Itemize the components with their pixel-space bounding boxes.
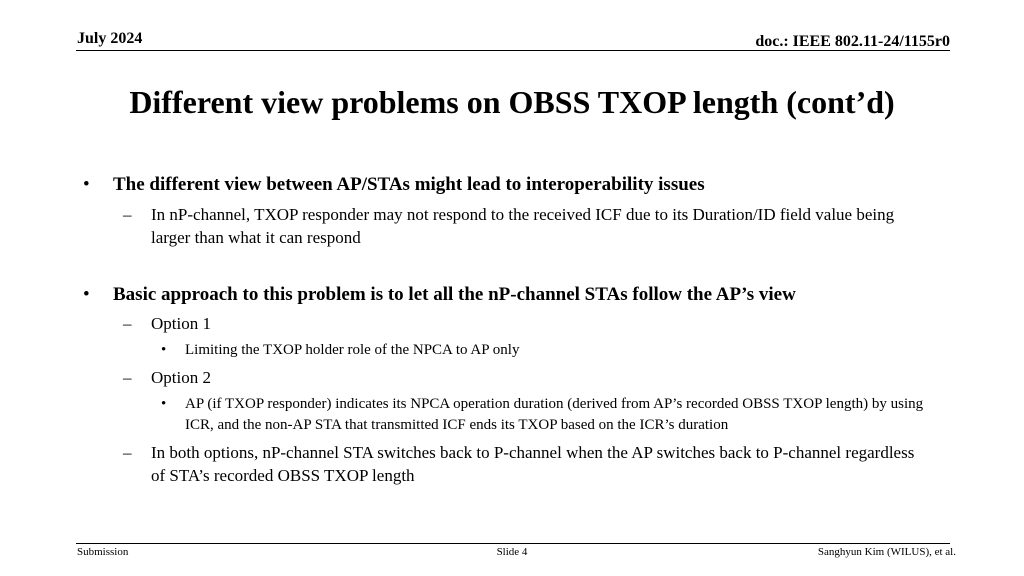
footer-rule [76, 543, 950, 544]
sub-bullet-item [123, 366, 931, 389]
footer-submission: Submission [77, 546, 129, 558]
bullet-text: In both options, nP-channel STA switches back to P-channel when the AP switches back to P-channel regardless of STA’s recorded OBSS TXOP length [151, 443, 915, 485]
bullet-text: Basic approach to this problem is to let all the nP-channel STAs follow the AP’s view [113, 284, 796, 305]
bullet-text: In nP-channel, TXOP responder may not respond to the received ICF due to its Duration/ID field value being larger than what it can respond [151, 205, 895, 247]
bullet-marker: – [123, 443, 132, 462]
bullet-marker: • [83, 284, 90, 305]
footer-authors: Sanghyun Kim (WILUS), et al. [817, 546, 956, 558]
bullet-marker: • [83, 174, 90, 195]
footer-slide-number: Slide 4 [496, 546, 528, 558]
sub-sub-bullet-item [161, 394, 935, 436]
bullet-marker: – [123, 368, 132, 387]
slide-title: Different view problems on OBSS TXOP length (cont’d) [129, 84, 895, 120]
bullet-text: Option 1 [151, 314, 211, 333]
bullet-marker: • [161, 342, 167, 358]
bullet-text: AP (if TXOP responder) indicates its NPCA operation duration (derived from AP’s recorded OBSS TXOP length) by using ICR, and the non-AP STA that transmitted ICF ends its TXOP based on the ICR’s duration [185, 396, 924, 433]
header-date: July 2024 [77, 30, 143, 47]
bullet-marker: – [123, 205, 132, 224]
bullet-text: Limiting the TXOP holder role of the NPCA to AP only [185, 342, 520, 358]
bullet-item [83, 283, 796, 306]
bullet-text: The different view between AP/STAs might lead to interoperability issues [113, 174, 705, 195]
bullet-item [83, 173, 705, 196]
sub-bullet-item [123, 441, 931, 487]
bullet-text: Option 2 [151, 368, 211, 387]
sub-bullet-item [123, 203, 931, 249]
header-doc-id: doc.: IEEE 802.11-24/1155r0 [755, 33, 950, 50]
sub-sub-bullet-item [161, 340, 935, 361]
bullet-marker: • [161, 396, 167, 412]
sub-bullet-item [123, 312, 931, 335]
bullet-marker: – [123, 314, 132, 333]
header-rule [76, 50, 950, 51]
